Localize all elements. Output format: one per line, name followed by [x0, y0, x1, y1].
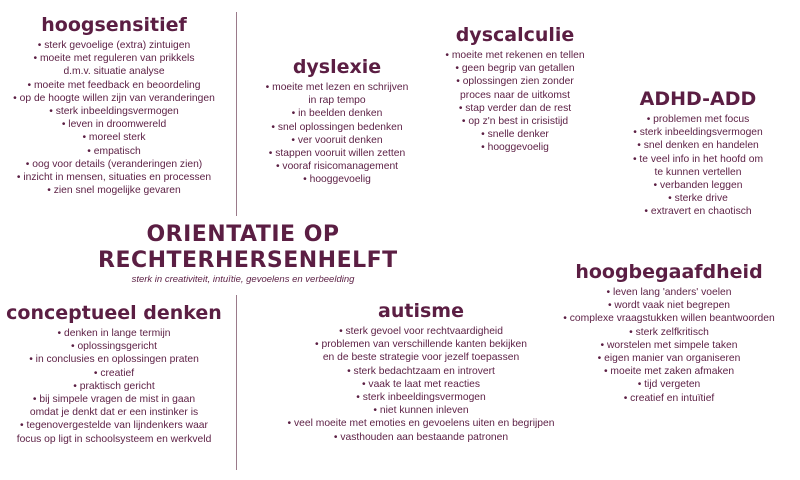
list-item: • verbanden leggen [606, 179, 790, 192]
list-item: • in beelden denken [248, 107, 426, 120]
list-item: • bij simpele vragen de mist in gaan [0, 393, 228, 406]
main-title-line2: RECHTERHERSENHELFT [98, 248, 398, 273]
list-item: • leven in droomwereld [0, 118, 228, 131]
list-item: • stappen vooruit willen zetten [248, 147, 426, 160]
item-list [266, 325, 576, 444]
section-dyscalculie [430, 24, 600, 155]
list-item: • problemen met focus [606, 113, 790, 126]
list-item: • vasthouden aan bestaande patronen [266, 431, 576, 444]
list-item: • te veel info in het hoofd om [606, 153, 790, 166]
section-conceptueel-denken [0, 302, 228, 446]
list-item: • sterk bedachtzaam en introvert [266, 365, 576, 378]
list-item: • vaak te laat met reacties [266, 378, 576, 391]
list-item: proces naar de uitkomst [460, 89, 570, 101]
list-item: • moreel sterk [0, 131, 228, 144]
divider-bottom [236, 295, 237, 470]
list-item: • tijd vergeten [538, 378, 800, 391]
list-item: • moeite met reguleren van prikkels [0, 52, 228, 65]
section-hoogsensitief [0, 14, 228, 197]
divider-top [236, 12, 237, 216]
section-title: conceptueel denken [6, 302, 222, 324]
list-item: • sterke drive [606, 192, 790, 205]
list-item: omdat je denkt dat er een instinker is [29, 407, 199, 419]
list-item: • hooggevoelig [430, 141, 600, 154]
list-item: • geen begrip van getallen [430, 62, 600, 75]
list-item: • moeite met zaken afmaken [538, 365, 800, 378]
list-item: • praktisch gericht [0, 380, 228, 393]
section-title: ADHD-ADD [639, 88, 757, 110]
main-title-line1: ORIENTATIE OP [146, 222, 340, 247]
section-autisme [266, 300, 576, 444]
section-title: hoogsensitief [41, 14, 187, 36]
item-list [248, 81, 426, 187]
list-item: • extravert en chaotisch [606, 205, 790, 218]
list-item: • moeite met rekenen en tellen [430, 49, 600, 62]
item-list [0, 39, 228, 197]
list-item: • snelle denker [430, 128, 600, 141]
list-item: • sterk inbeeldingsvermogen [0, 105, 228, 118]
list-item: • empatisch [0, 145, 228, 158]
list-item: • sterk inbeeldingsvermogen [606, 126, 790, 139]
list-item: • complexe vraagstukken willen beantwoorden [538, 312, 800, 325]
list-item: • worstelen met simpele taken [538, 339, 800, 352]
main-title-block [98, 222, 398, 286]
list-item: • oog voor details (veranderingen zien) [0, 158, 228, 171]
list-item: • sterk inbeeldingsvermogen [266, 391, 576, 404]
main-subtitle: sterk in creativiteit, intuïtie, gevoelens en verbeelding [131, 274, 355, 285]
list-item: • snel denken en handelen [606, 139, 790, 152]
section-title: dyslexie [292, 56, 382, 78]
section-title: hoogbegaafdheid [575, 261, 763, 283]
item-list [430, 49, 600, 155]
list-item: • hooggevoelig [248, 173, 426, 186]
item-list [0, 327, 228, 446]
list-item: • tegenovergestelde van lijndenkers waar [0, 419, 228, 432]
list-item: • problemen van verschillende kanten bekijken [266, 338, 576, 351]
list-item: • leven lang 'anders' voelen [538, 286, 800, 299]
list-item: • sterk gevoelige (extra) zintuigen [0, 39, 228, 52]
list-item: • creatief [0, 367, 228, 380]
list-item: • sterk zelfkritisch [538, 326, 800, 339]
list-item: • sterk gevoel voor rechtvaardigheid [266, 325, 576, 338]
list-item: • veel moeite met emoties en gevoelens uiten en begrijpen [266, 417, 576, 430]
list-item: • stap verder dan de rest [430, 102, 600, 115]
section-adhd-add [606, 88, 790, 219]
list-item: • oplossingsgericht [0, 340, 228, 353]
list-item: • snel oplossingen bedenken [248, 121, 426, 134]
list-item: • ver vooruit denken [248, 134, 426, 147]
list-item: • niet kunnen inleven [266, 404, 576, 417]
item-list [606, 113, 790, 219]
list-item: • denken in lange termijn [0, 327, 228, 340]
list-item: • eigen manier van organiseren [538, 352, 800, 365]
section-title: autisme [378, 300, 464, 322]
section-hoogbegaafdheid [538, 261, 800, 405]
list-item: • creatief en intuïtief [538, 392, 800, 405]
list-item: focus op ligt in schoolsysteem en werkveld [16, 433, 212, 445]
list-item: • moeite met feedback en beoordeling [0, 79, 228, 92]
list-item: • op z'n best in crisistijd [430, 115, 600, 128]
list-item: • inzicht in mensen, situaties en processen [0, 171, 228, 184]
list-item: • oplossingen zien zonder [430, 75, 600, 88]
list-item: en de beste strategie voor jezelf toepassen [322, 352, 520, 364]
item-list [538, 286, 800, 405]
list-item: d.m.v. situatie analyse [63, 66, 165, 78]
section-dyslexie [248, 56, 426, 187]
list-item: te kunnen vertellen [654, 166, 742, 178]
section-title: dyscalculie [455, 24, 575, 46]
list-item: • in conclusies en oplossingen praten [0, 353, 228, 366]
list-item: • wordt vaak niet begrepen [538, 299, 800, 312]
list-item: • moeite met lezen en schrijven [248, 81, 426, 94]
list-item: in rap tempo [308, 95, 366, 107]
list-item: • zien snel mogelijke gevaren [0, 184, 228, 197]
list-item: • vooraf risicomanagement [248, 160, 426, 173]
list-item: • op de hoogte willen zijn van veranderingen [0, 92, 228, 105]
